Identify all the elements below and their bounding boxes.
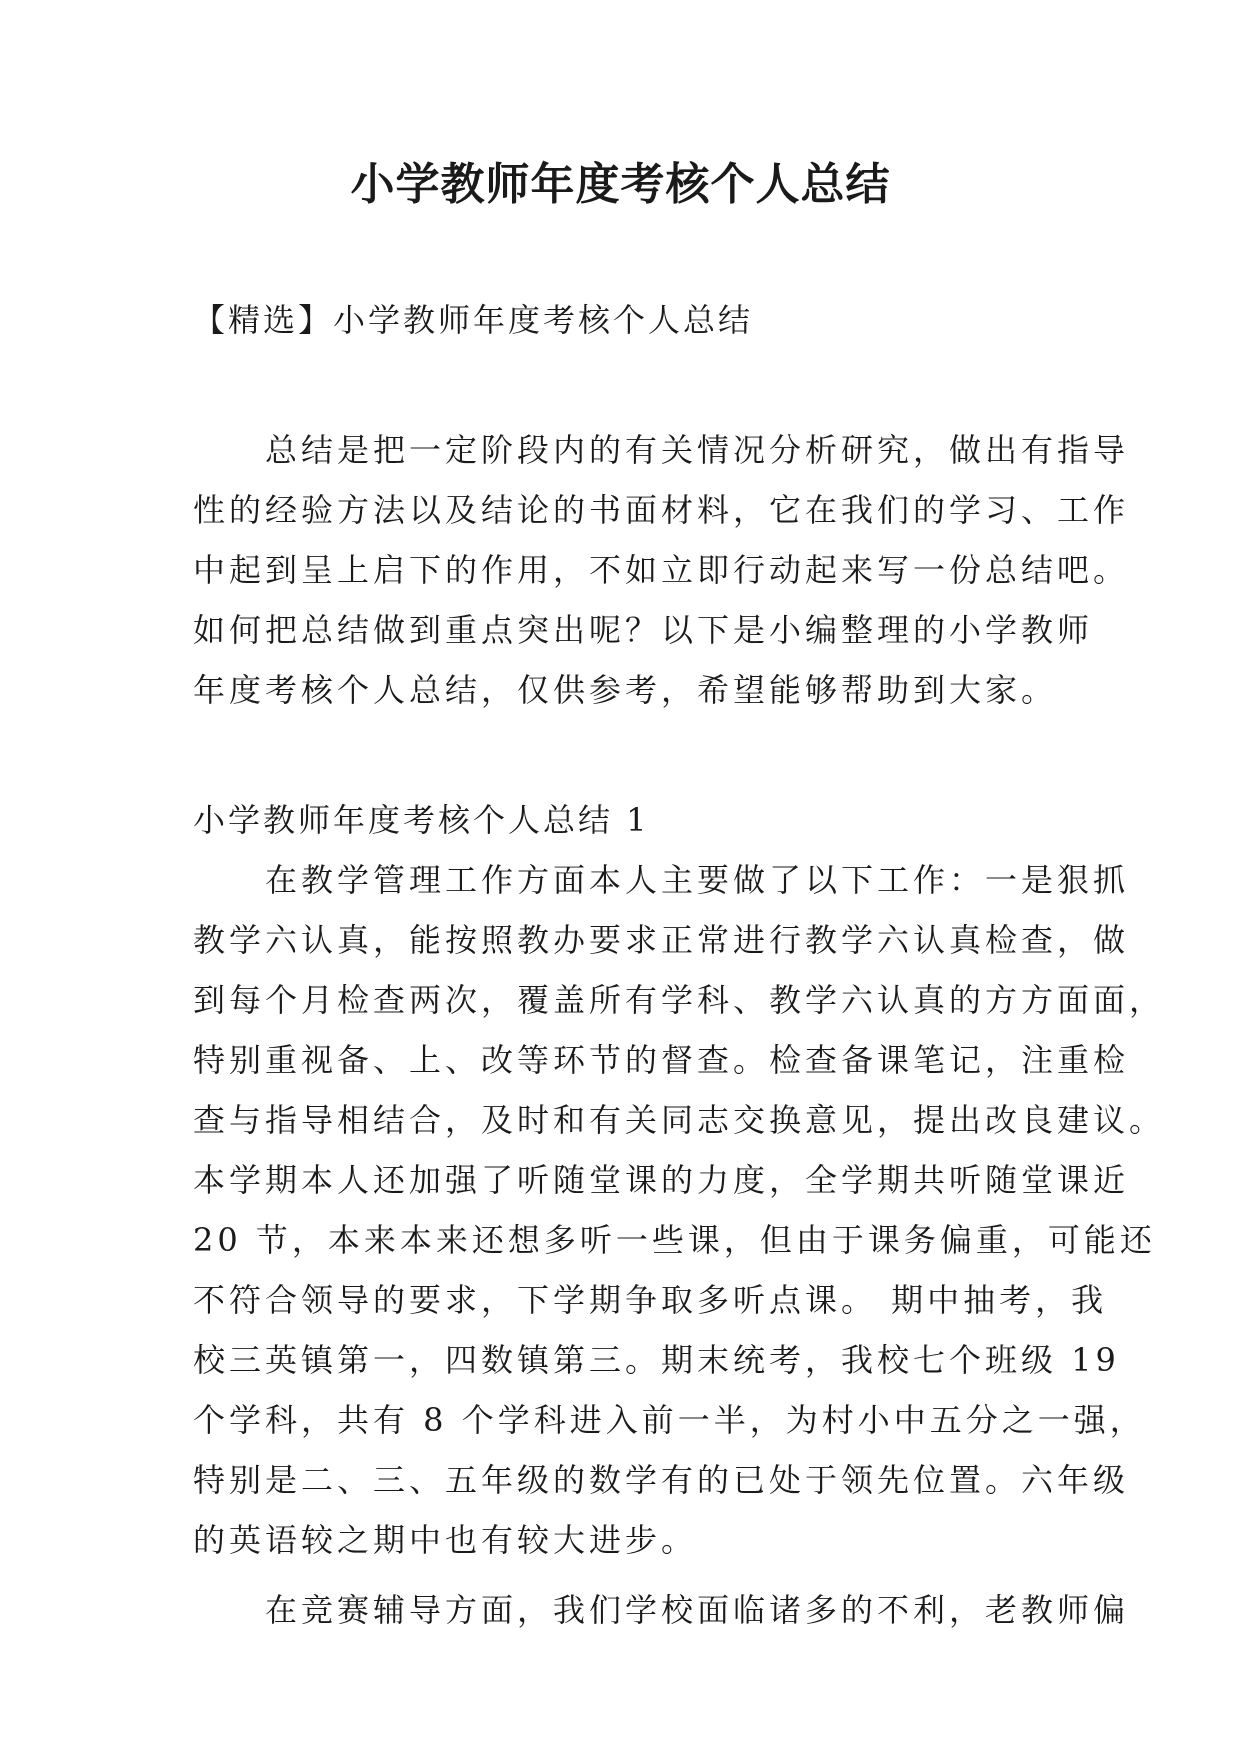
- text-line: 到每个月检查两次，覆盖所有学科、教学六认真的方方面面，: [193, 981, 1166, 1019]
- text-line: 在竞赛辅导方面，我们学校面临诸多的不利，老教师偏: [193, 1591, 1130, 1629]
- text-line: 性的经验方法以及结论的书面材料，它在我们的学习、工作: [193, 491, 1130, 529]
- text-line: 总结是把一定阶段内的有关情况分析研究，做出有指导: [193, 431, 1130, 469]
- text-line: 本学期本人还加强了听随堂课的力度，全学期共听随堂课近: [193, 1161, 1130, 1199]
- document-body: [193, 290, 1166, 1640]
- text-line: 不符合领导的要求，下学期争取多听点课。 期中抽考，我: [193, 1281, 1108, 1319]
- text-line: 在教学管理工作方面本人主要做了以下工作：一是狠抓: [193, 861, 1130, 899]
- text-line: 如何把总结做到重点突出呢？以下是小编整理的小学教师: [193, 611, 1094, 649]
- spacer: [193, 720, 1061, 790]
- spacer: [193, 350, 1061, 420]
- text-line: 查与指导相结合，及时和有关同志交换意见，提出改良建议。: [193, 1101, 1166, 1139]
- document-subtitle: 【精选】小学教师年度考核个人总结: [193, 301, 754, 339]
- text-line: 中起到呈上启下的作用，不如立即行动起来写一份总结吧。: [193, 551, 1130, 589]
- text-line: 特别是二、三、五年级的数学有的已处于领先位置。六年级: [193, 1461, 1130, 1499]
- text-line: 年度考核个人总结，仅供参考，希望能够帮助到大家。: [193, 671, 1058, 709]
- section-heading: 小学教师年度考核个人总结 1: [193, 801, 650, 839]
- intro-paragraph: [193, 420, 1130, 720]
- section-paragraph: [193, 850, 1166, 1640]
- document-title: 小学教师年度考核个人总结: [350, 159, 891, 210]
- text-line: 校三英镇第一，四数镇第三。期末统考，我校七个班级 19: [193, 1341, 1120, 1379]
- text-line: 的英语较之期中也有较大进步。: [193, 1521, 698, 1559]
- text-line: 20 节，本来本来还想多听一些课，但由于课务偏重，可能还: [193, 1221, 1156, 1259]
- text-line: 特别重视备、上、改等环节的督查。检查备课笔记，注重检: [193, 1041, 1130, 1079]
- text-line: 教学六认真，能按照教办要求正常进行教学六认真检查，做: [193, 921, 1130, 959]
- text-line: 个学科，共有 8 个学科进入前一半，为村小中五分之一强，: [193, 1401, 1146, 1439]
